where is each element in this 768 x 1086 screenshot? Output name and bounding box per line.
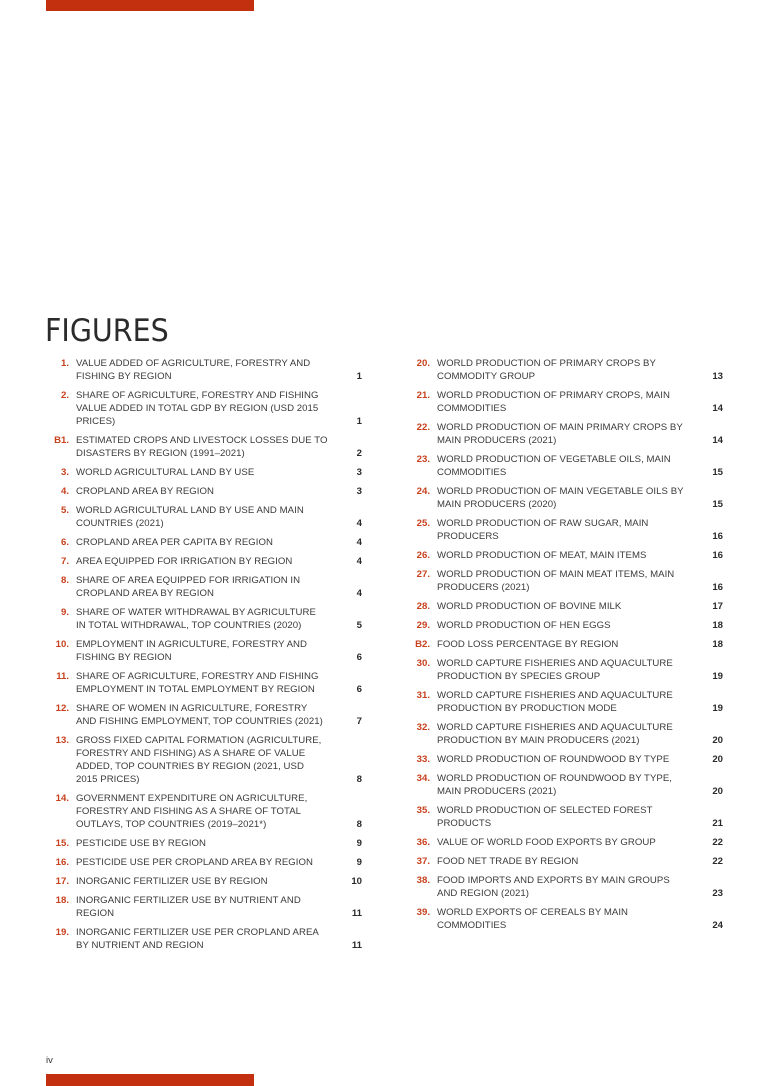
figure-entry[interactable] [42, 485, 362, 498]
figure-title[interactable]: GOVERNMENT EXPENDITURE ON AGRICULTURE, FORESTRY AND FISHING AS A SHARE OF TOTAL OUTLAYS, TOP COUNTRIES (2019–2021*) [76, 793, 308, 830]
figure-entry[interactable] [403, 421, 723, 447]
figure-page-number[interactable]: 6 [356, 652, 362, 663]
figure-title[interactable]: CROPLAND AREA BY REGION [76, 486, 214, 497]
figure-page-number[interactable]: 17 [712, 601, 723, 612]
figure-title[interactable]: SHARE OF AGRICULTURE, FORESTRY AND FISHING EMPLOYMENT IN TOTAL EMPLOYMENT BY REGION [76, 671, 319, 695]
figure-title[interactable]: INORGANIC FERTILIZER USE BY NUTRIENT AND REGION [76, 895, 301, 919]
figure-number: 14. [55, 793, 69, 804]
figure-entry[interactable] [42, 555, 362, 568]
figure-number: 24. [416, 486, 430, 497]
figure-page-number[interactable]: 10 [351, 876, 362, 887]
figure-number: 18. [55, 895, 69, 906]
figure-title[interactable]: FOOD IMPORTS AND EXPORTS BY MAIN GROUPS AND REGION (2021) [437, 875, 670, 899]
figure-number: 10. [55, 639, 69, 650]
figure-title[interactable]: SHARE OF WATER WITHDRAWAL BY AGRICULTURE IN TOTAL WITHDRAWAL, TOP COUNTRIES (2020) [76, 607, 316, 631]
figure-entry[interactable] [403, 753, 723, 766]
figure-page-number[interactable]: 21 [712, 818, 723, 829]
figure-title[interactable]: WORLD EXPORTS OF CEREALS BY MAIN COMMODITIES [437, 907, 629, 931]
figure-number: 16. [55, 857, 69, 868]
figure-title[interactable]: WORLD PRODUCTION OF PRIMARY CROPS BY COMMODITY GROUP [437, 358, 656, 382]
figure-number: 1. [60, 358, 69, 369]
figure-entry[interactable] [42, 389, 362, 428]
figure-title[interactable]: WORLD AGRICULTURAL LAND BY USE AND MAIN COUNTRIES (2021) [76, 505, 304, 529]
figure-title[interactable]: PESTICIDE USE BY REGION [76, 838, 206, 849]
figure-title[interactable]: WORLD PRODUCTION OF MAIN MEAT ITEMS, MAIN PRODUCERS (2021) [437, 569, 675, 593]
page-folio: iv [46, 1055, 53, 1066]
figure-entry[interactable] [403, 453, 723, 479]
figure-title[interactable]: WORLD PRODUCTION OF MEAT, MAIN ITEMS [437, 550, 647, 561]
figure-number: 2. [60, 390, 69, 401]
figure-entry[interactable] [42, 792, 362, 831]
figure-page-number[interactable]: 23 [712, 888, 723, 899]
figure-entry[interactable] [42, 357, 362, 383]
figure-title[interactable]: WORLD PRODUCTION OF VEGETABLE OILS, MAIN COMMODITIES [437, 454, 671, 478]
figure-entry[interactable] [403, 874, 723, 900]
figure-page-number[interactable]: 9 [356, 857, 362, 868]
figure-entry[interactable] [403, 721, 723, 747]
figure-page-number[interactable]: 18 [712, 639, 723, 650]
figures-list-left [42, 357, 362, 958]
figure-entry[interactable] [403, 619, 723, 632]
figure-number: 4. [60, 486, 69, 497]
figure-entry[interactable] [403, 600, 723, 613]
figure-entry[interactable] [403, 517, 723, 543]
figure-page-number[interactable]: 1 [356, 416, 362, 427]
figure-page-number[interactable]: 13 [712, 371, 723, 382]
figure-number: 32. [416, 722, 430, 733]
figure-number: 38. [416, 875, 430, 886]
figure-number: 29. [416, 620, 430, 631]
figure-entry[interactable] [403, 772, 723, 798]
figure-entry[interactable] [42, 504, 362, 530]
figure-entry[interactable] [403, 657, 723, 683]
figure-number: 13. [55, 735, 69, 746]
figure-entry[interactable] [403, 855, 723, 868]
figure-number: 31. [416, 690, 430, 701]
figure-title[interactable]: WORLD PRODUCTION OF BOVINE MILK [437, 601, 622, 612]
figure-page-number[interactable]: 14 [712, 403, 723, 414]
figure-number: 23. [416, 454, 430, 465]
figure-number: 21. [416, 390, 430, 401]
figure-page-number[interactable]: 16 [712, 531, 723, 542]
figure-number: 37. [416, 856, 430, 867]
figure-title[interactable]: WORLD PRODUCTION OF HEN EGGS [437, 620, 611, 631]
bottom-accent-bar [46, 1074, 254, 1086]
figure-page-number[interactable]: 9 [356, 838, 362, 849]
figure-title[interactable]: SHARE OF AGRICULTURE, FORESTRY AND FISHING VALUE ADDED IN TOTAL GDP BY REGION (USD 2015 PRICES) [76, 390, 319, 427]
figure-number: 15. [55, 838, 69, 849]
figure-entry[interactable] [42, 702, 362, 728]
figure-page-number[interactable]: 3 [356, 486, 362, 497]
figure-number: 20. [416, 358, 430, 369]
figure-title[interactable]: AREA EQUIPPED FOR IRRIGATION BY REGION [76, 556, 293, 567]
figure-number: 30. [416, 658, 430, 669]
figure-title[interactable]: WORLD PRODUCTION OF MAIN VEGETABLE OILS BY MAIN PRODUCERS (2020) [437, 486, 684, 510]
figure-title[interactable]: WORLD PRODUCTION OF MAIN PRIMARY CROPS BY MAIN PRODUCERS (2021) [437, 422, 683, 446]
figure-number: 26. [416, 550, 430, 561]
figure-entry[interactable] [42, 734, 362, 786]
figures-list-right [403, 357, 723, 938]
figure-number: 33. [416, 754, 430, 765]
figure-page-number[interactable]: 8 [356, 774, 362, 785]
figure-number: 17. [55, 876, 69, 887]
figure-number: 12. [55, 703, 69, 714]
figure-entry[interactable] [42, 926, 362, 952]
figure-number: 9. [60, 607, 69, 618]
figure-number: 34. [416, 773, 430, 784]
figure-number: B1. [54, 435, 69, 446]
figure-title[interactable]: VALUE ADDED OF AGRICULTURE, FORESTRY AND FISHING BY REGION [76, 358, 311, 382]
figure-title[interactable]: INORGANIC FERTILIZER USE PER CROPLAND AREA BY NUTRIENT AND REGION [76, 927, 319, 951]
figure-title[interactable]: WORLD CAPTURE FISHERIES AND AQUACULTURE PRODUCTION BY MAIN PRODUCERS (2021) [437, 722, 673, 746]
figure-title[interactable]: ESTIMATED CROPS AND LIVESTOCK LOSSES DUE TO DISASTERS BY REGION (1991–2021) [76, 435, 328, 459]
figure-number: 36. [416, 837, 430, 848]
figure-entry[interactable] [42, 434, 362, 460]
figure-number: 27. [416, 569, 430, 580]
figure-entry[interactable] [403, 568, 723, 594]
figure-title[interactable]: FOOD LOSS PERCENTAGE BY REGION [437, 639, 619, 650]
figure-page-number[interactable]: 18 [712, 620, 723, 631]
figure-title[interactable]: WORLD AGRICULTURAL LAND BY USE [76, 467, 255, 478]
figure-number: 5. [60, 505, 69, 516]
figure-page-number[interactable]: 7 [356, 716, 362, 727]
figure-title[interactable]: FOOD NET TRADE BY REGION [437, 856, 579, 867]
figure-number: B2. [415, 639, 430, 650]
figure-page-number[interactable]: 4 [356, 588, 362, 599]
figure-page-number[interactable]: 22 [712, 837, 723, 848]
figure-title[interactable]: WORLD PRODUCTION OF RAW SUGAR, MAIN PRODUCERS [437, 518, 649, 542]
figure-title[interactable]: WORLD PRODUCTION OF PRIMARY CROPS, MAIN COMMODITIES [437, 390, 670, 414]
figure-page-number[interactable]: 15 [712, 467, 723, 478]
figure-page-number[interactable]: 11 [351, 940, 362, 951]
figure-page-number[interactable]: 4 [356, 537, 362, 548]
figure-page-number[interactable]: 3 [356, 467, 362, 478]
figure-title[interactable]: WORLD PRODUCTION OF ROUNDWOOD BY TYPE [437, 754, 670, 765]
figure-page-number[interactable]: 6 [356, 684, 362, 695]
figure-title[interactable]: SHARE OF WOMEN IN AGRICULTURE, FORESTRY AND FISHING EMPLOYMENT, TOP COUNTRIES (2021) [76, 703, 323, 727]
figure-page-number[interactable]: 1 [356, 371, 362, 382]
figure-title[interactable]: EMPLOYMENT IN AGRICULTURE, FORESTRY AND FISHING BY REGION [76, 639, 307, 663]
figure-title[interactable]: WORLD PRODUCTION OF ROUNDWOOD BY TYPE, MAIN PRODUCERS (2021) [437, 773, 673, 797]
figure-number: 6. [60, 537, 69, 548]
figure-entry[interactable] [403, 906, 723, 932]
figure-page-number[interactable]: 24 [712, 920, 723, 931]
figure-page-number[interactable]: 2 [356, 448, 362, 459]
figure-entry[interactable] [42, 856, 362, 869]
top-accent-bar [46, 0, 254, 11]
figure-page-number[interactable]: 4 [356, 518, 362, 529]
figure-page-number[interactable]: 20 [712, 786, 723, 797]
figure-entry[interactable] [42, 638, 362, 664]
figure-entry[interactable] [403, 689, 723, 715]
figure-entry[interactable] [42, 894, 362, 920]
figure-title[interactable]: WORLD CAPTURE FISHERIES AND AQUACULTURE PRODUCTION BY SPECIES GROUP [437, 658, 673, 682]
figure-entry[interactable] [42, 875, 362, 888]
figure-page-number[interactable]: 19 [712, 671, 723, 682]
figure-page-number[interactable]: 19 [712, 703, 723, 714]
page-title: FIGURES [45, 312, 169, 349]
figure-entry[interactable] [403, 485, 723, 511]
figure-entry[interactable] [42, 574, 362, 600]
figure-title[interactable]: WORLD PRODUCTION OF SELECTED FOREST PRODUCTS [437, 805, 653, 829]
figure-page-number[interactable]: 16 [712, 582, 723, 593]
figure-entry[interactable] [42, 536, 362, 549]
figure-number: 3. [60, 467, 69, 478]
figure-number: 8. [60, 575, 69, 586]
figure-page-number[interactable]: 20 [712, 754, 723, 765]
figure-page-number[interactable]: 5 [356, 620, 362, 631]
figure-entry[interactable] [403, 549, 723, 562]
figure-title[interactable]: WORLD CAPTURE FISHERIES AND AQUACULTURE PRODUCTION BY PRODUCTION MODE [437, 690, 673, 714]
figure-entry[interactable] [403, 836, 723, 849]
figure-title[interactable]: SHARE OF AREA EQUIPPED FOR IRRIGATION IN CROPLAND AREA BY REGION [76, 575, 301, 599]
figure-entry[interactable] [403, 804, 723, 830]
figure-title[interactable]: VALUE OF WORLD FOOD EXPORTS BY GROUP [437, 837, 656, 848]
figure-page-number[interactable]: 15 [712, 499, 723, 510]
figure-number: 25. [416, 518, 430, 529]
figure-number: 28. [416, 601, 430, 612]
figure-number: 39. [416, 907, 430, 918]
figure-page-number[interactable]: 8 [356, 819, 362, 830]
figure-page-number[interactable]: 14 [712, 435, 723, 446]
figure-title[interactable]: GROSS FIXED CAPITAL FORMATION (AGRICULTURE, FORESTRY AND FISHING) AS A SHARE OF VALUE ADDED, TOP COUNTRIES BY REGION (2021, USD 2015 PRICES) [76, 735, 322, 785]
figure-entry[interactable] [42, 837, 362, 850]
figure-title[interactable]: INORGANIC FERTILIZER USE BY REGION [76, 876, 268, 887]
figure-entry[interactable] [403, 389, 723, 415]
figure-entry[interactable] [42, 670, 362, 696]
figure-number: 35. [416, 805, 430, 816]
figure-page-number[interactable]: 11 [351, 908, 362, 919]
figure-entry[interactable] [403, 357, 723, 383]
figure-entry[interactable] [42, 606, 362, 632]
figure-entry[interactable] [403, 638, 723, 651]
figure-number: 19. [55, 927, 69, 938]
figure-page-number[interactable]: 4 [356, 556, 362, 567]
figure-number: 22. [416, 422, 430, 433]
figure-page-number[interactable]: 16 [712, 550, 723, 561]
figure-page-number[interactable]: 20 [712, 735, 723, 746]
figure-entry[interactable] [42, 466, 362, 479]
figure-number: 7. [60, 556, 69, 567]
figure-page-number[interactable]: 22 [712, 856, 723, 867]
figure-title[interactable]: CROPLAND AREA PER CAPITA BY REGION [76, 537, 274, 548]
figure-title[interactable]: PESTICIDE USE PER CROPLAND AREA BY REGION [76, 857, 313, 868]
figure-number: 11. [56, 671, 69, 682]
